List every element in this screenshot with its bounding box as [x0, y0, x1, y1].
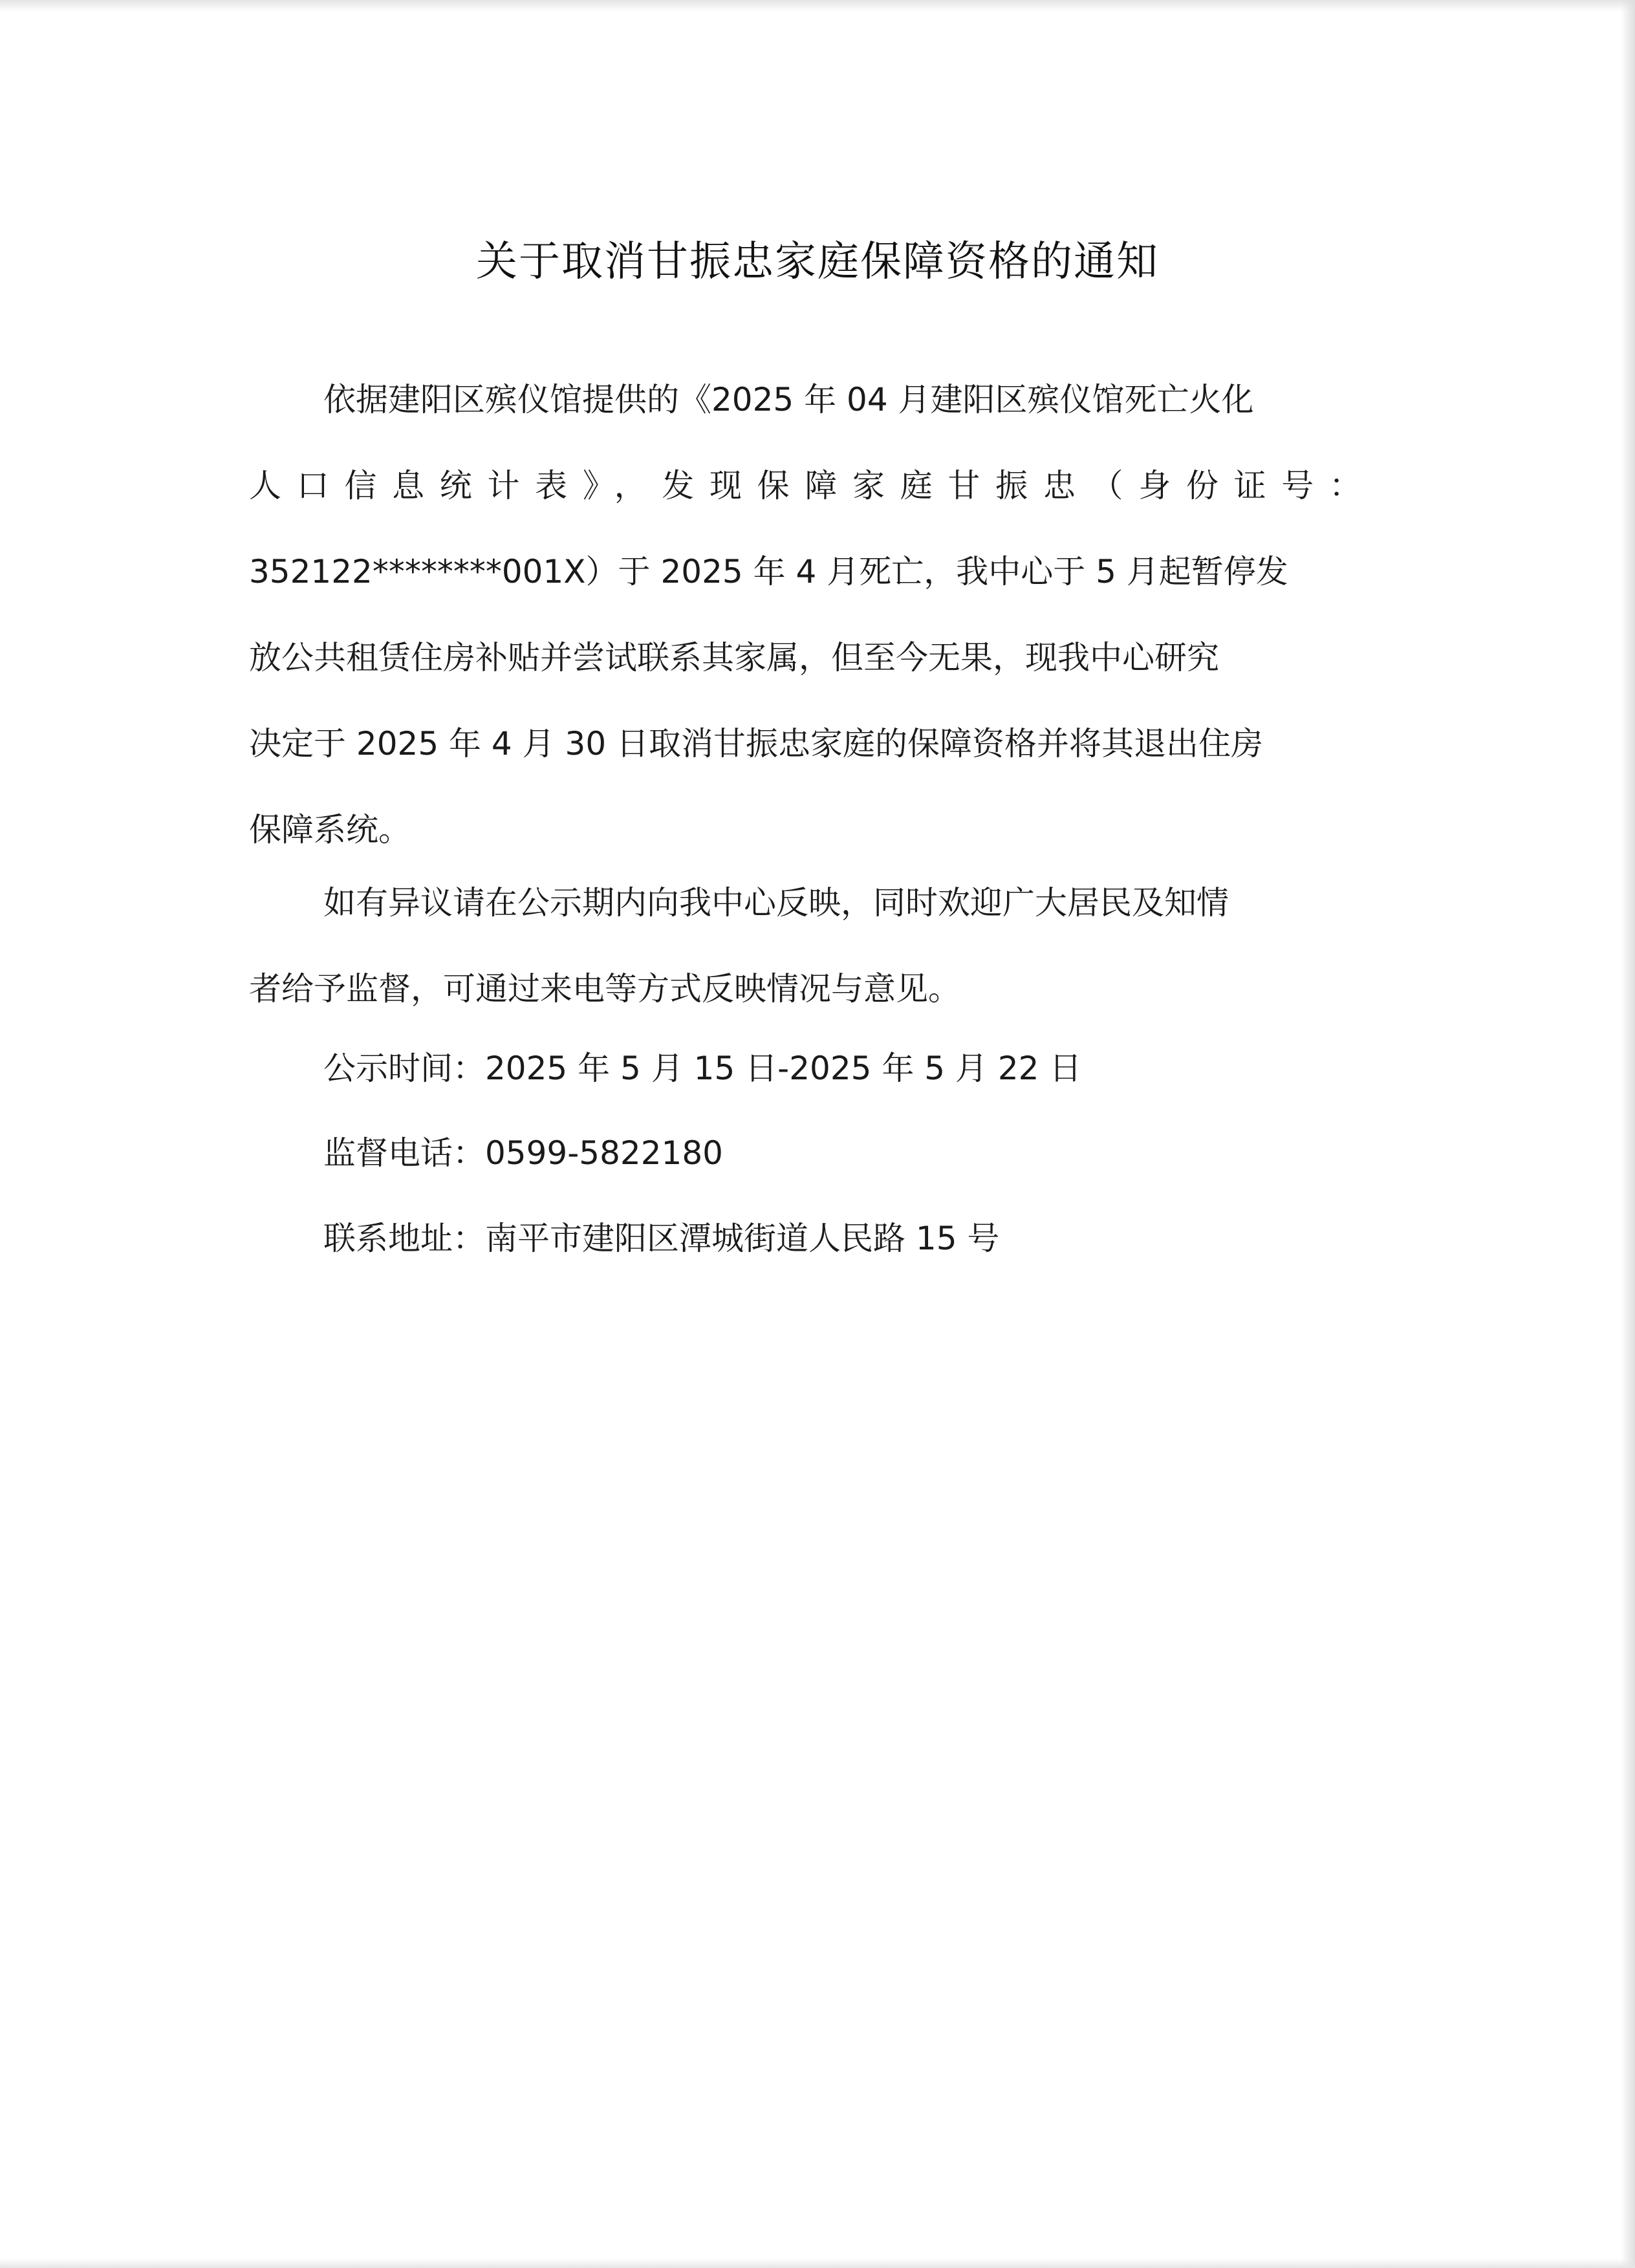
paragraph-1-line-1: 依据建阳区殡仪馆提供的《2025 年 04 月建阳区殡仪馆死亡火化 [323, 381, 1254, 418]
paragraph-1 [249, 357, 1361, 873]
contact-address: 联系地址：南平市建阳区潭城街道人民路 15 号 [323, 1220, 1000, 1257]
paragraph-1-line-4: 放公共租赁住房补贴并尝试联系其家属，但至今无果，现我中心研究 [249, 639, 1219, 676]
paragraph-2 [249, 860, 1361, 1032]
paragraph-1-line-2: 人口信息统计表》，发现保障家庭甘振忠（身份证号： [249, 467, 1361, 504]
notice-title: 关于取消甘振忠家庭保障资格的通知 [476, 238, 1159, 286]
paragraph-1-line-5: 决定于 2025 年 4 月 30 日取消甘振忠家庭的保障资格并将其退出住房 [249, 725, 1264, 762]
paragraph-2-line-1: 如有异议请在公示期内向我中心反映，同时欢迎广大居民及知情 [323, 884, 1229, 922]
supervision-phone: 监督电话：0599-5822180 [323, 1134, 723, 1172]
paragraph-2-line-2: 者给予监督，可通过来电等方式反映情况与意见。 [249, 970, 960, 1008]
scan-edge-right [1621, 0, 1635, 2268]
scan-edge-top [0, 0, 1635, 12]
paragraph-1-line-3: 352122********001X）于 2025 年 4 月死亡，我中心于 5 月起暂停发 [249, 553, 1288, 590]
publicity-period: 公示时间：2025 年 5 月 15 日-2025 年 5 月 22 日 [323, 1050, 1082, 1087]
scan-edge-bottom [0, 2259, 1635, 2268]
paragraph-1-line-6: 保障系统。 [249, 811, 411, 848]
